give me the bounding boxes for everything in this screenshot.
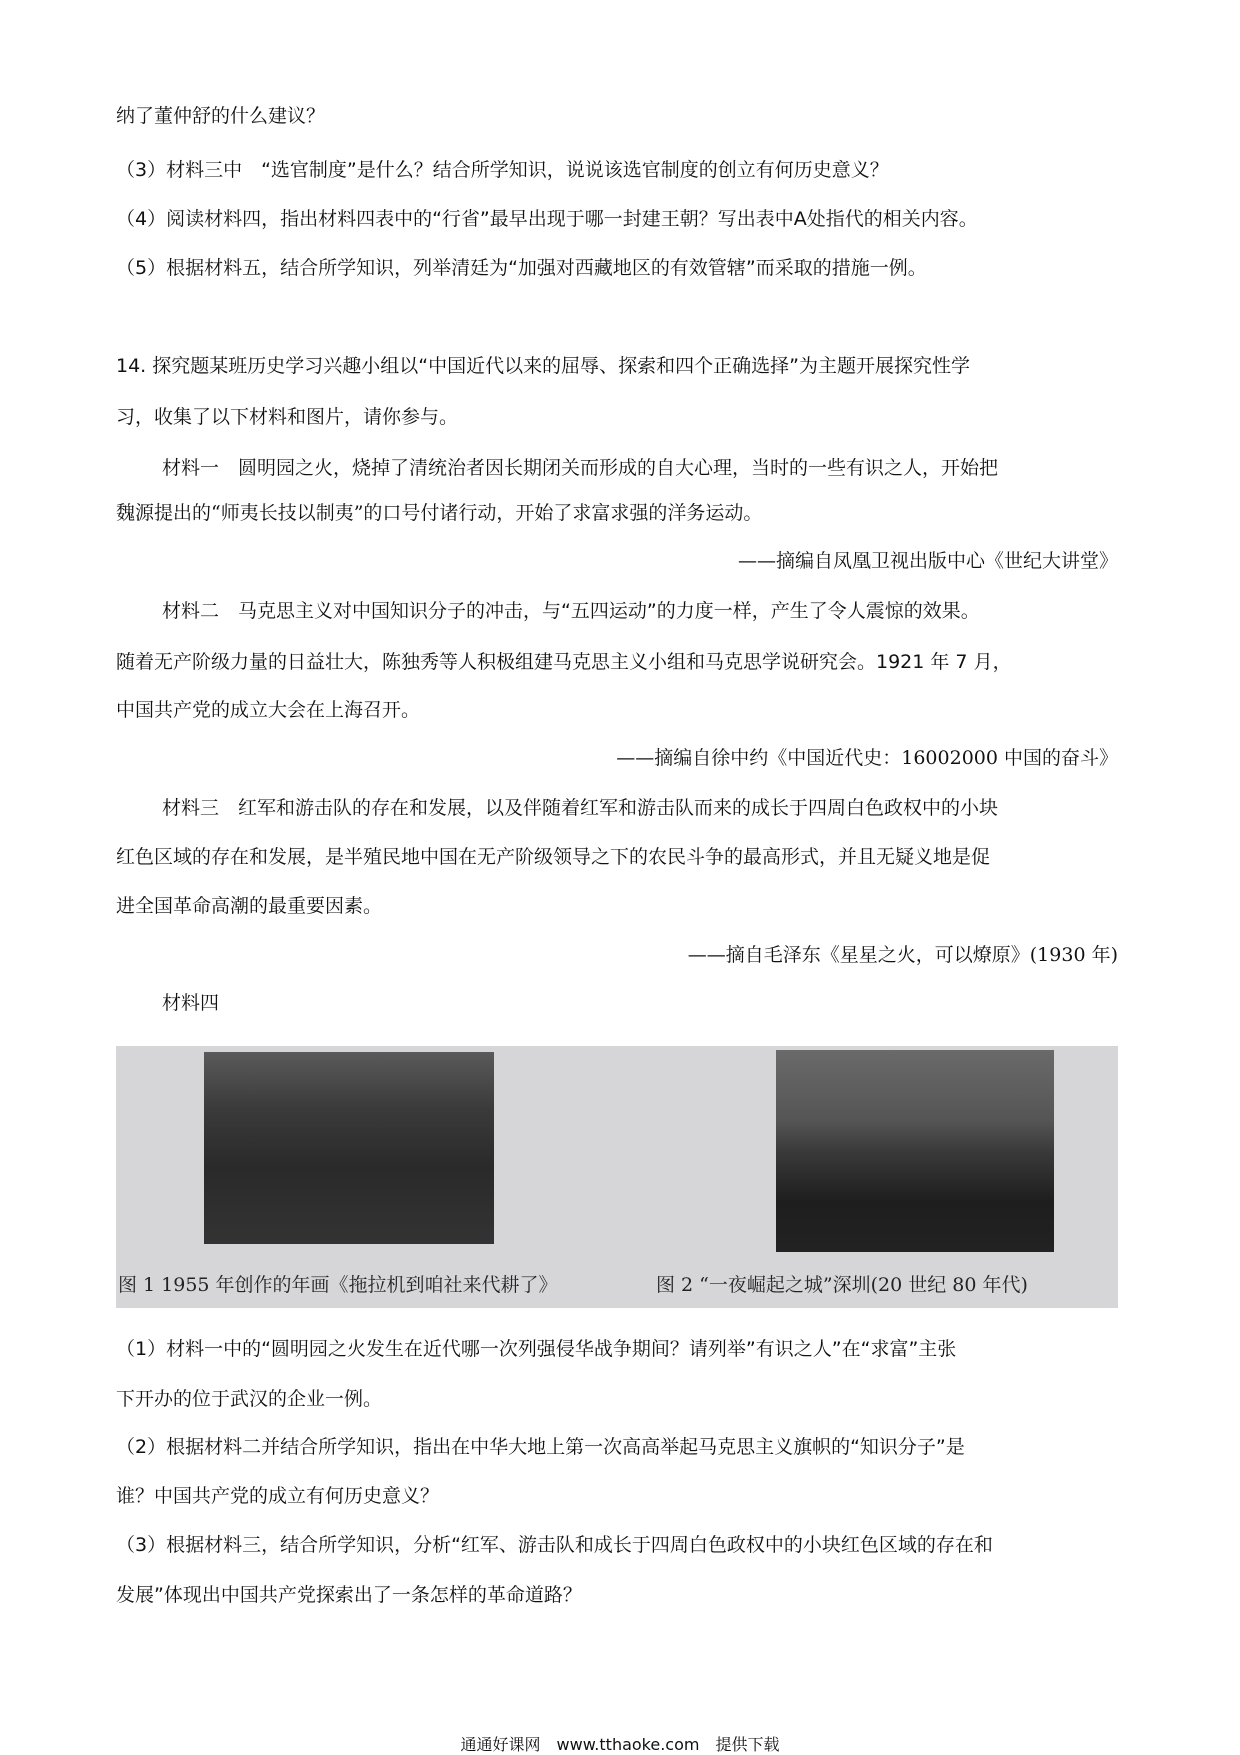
question-4: （4）阅读材料四，指出材料四表中的“行省”最早出现于哪一封建王朝？写出表中A处指代的相关内容。	[116, 208, 978, 230]
material-1-line: 材料一 圆明园之火，烧掉了清统治者因长期闭关而形成的自大心理，当时的一些有识之人，开始把	[162, 457, 999, 479]
question-5: （5）根据材料五，结合所学知识，列举清廷为“加强对西藏地区的有效管辖”而采取的措施一例。	[116, 257, 927, 279]
material-2-line: 随着无产阶级力量的日益壮大，陈独秀等人积极组建马克思主义小组和马克思学说研究会。1921 年 7 月，	[116, 651, 1012, 673]
q14-subquestion-2: 谁？中国共产党的成立有何历史意义？	[116, 1485, 440, 1507]
footer-watermark: 通通好课网 www.tthaoke.com 提供下载	[460, 1735, 780, 1754]
q14-subquestion-3: （3）根据材料三，结合所学知识，分析“红军、游击队和成长于四周白色政权中的小块红色区域的存在和	[116, 1534, 993, 1556]
material-2-line: 材料二 马克思主义对中国知识分子的冲击，与“五四运动”的力度一样，产生了令人震惊的效果。	[162, 600, 980, 622]
material-3-line: 材料三 红军和游击队的存在和发展，以及伴随着红军和游击队而来的成长于四周白色政权中的小块	[162, 797, 999, 819]
material-3-line: 进全国革命高潮的最重要因素。	[116, 895, 383, 917]
material-3-source: ——摘自毛泽东《星星之火，可以燎原》(1930 年)	[687, 944, 1118, 966]
material-1-source: ——摘编自凤凰卫视出版中心《世纪大讲堂》	[737, 550, 1118, 572]
material-2-line: 中国共产党的成立大会在上海召开。	[116, 699, 421, 721]
q14-intro-line: 习，收集了以下材料和图片，请你参与。	[116, 406, 459, 428]
question-3: （3）材料三中 “选官制度”是什么？结合所学知识，说说该选官制度的创立有何历史意义？	[116, 159, 889, 181]
material-4-figures	[116, 1046, 1118, 1308]
figure-2-caption: 图 2 “一夜崛起之城”深圳(20 世纪 80 年代)	[656, 1274, 1028, 1296]
question-text: 纳了董仲舒的什么建议？	[116, 105, 326, 127]
q14-subquestion-3: 发展”体现出中国共产党探索出了一条怎样的革命道路？	[116, 1584, 582, 1606]
figure-2-photo	[776, 1050, 1054, 1252]
q14-intro-line: 14. 探究题某班历史学习兴趣小组以“中国近代以来的屈辱、探索和四个正确选择”为主题开展探究性学	[116, 355, 970, 377]
q14-subquestion-1: （1）材料一中的“圆明园之火发生在近代哪一次列强侵华战争期间？请列举”有识之人”在“求富”主张	[116, 1338, 957, 1360]
material-1-line: 魏源提出的“师夷长技以制夷”的口号付诸行动，开始了求富求强的洋务运动。	[116, 502, 763, 524]
figure-1-photo	[204, 1052, 494, 1244]
material-3-line: 红色区域的存在和发展，是半殖民地中国在无产阶级领导之下的农民斗争的最高形式，并且无疑义地是促	[116, 846, 991, 868]
q14-subquestion-2: （2）根据材料二并结合所学知识，指出在中华大地上第一次高高举起马克思主义旗帜的“知识分子”是	[116, 1436, 965, 1458]
material-4-label: 材料四	[162, 992, 220, 1014]
q14-subquestion-1: 下开办的位于武汉的企业一例。	[116, 1388, 383, 1410]
figure-1-caption: 图 1 1955 年创作的年画《拖拉机到咱社来代耕了》	[118, 1274, 558, 1296]
material-2-source: ——摘编自徐中约《中国近代史：16002000 中国的奋斗》	[616, 747, 1118, 769]
